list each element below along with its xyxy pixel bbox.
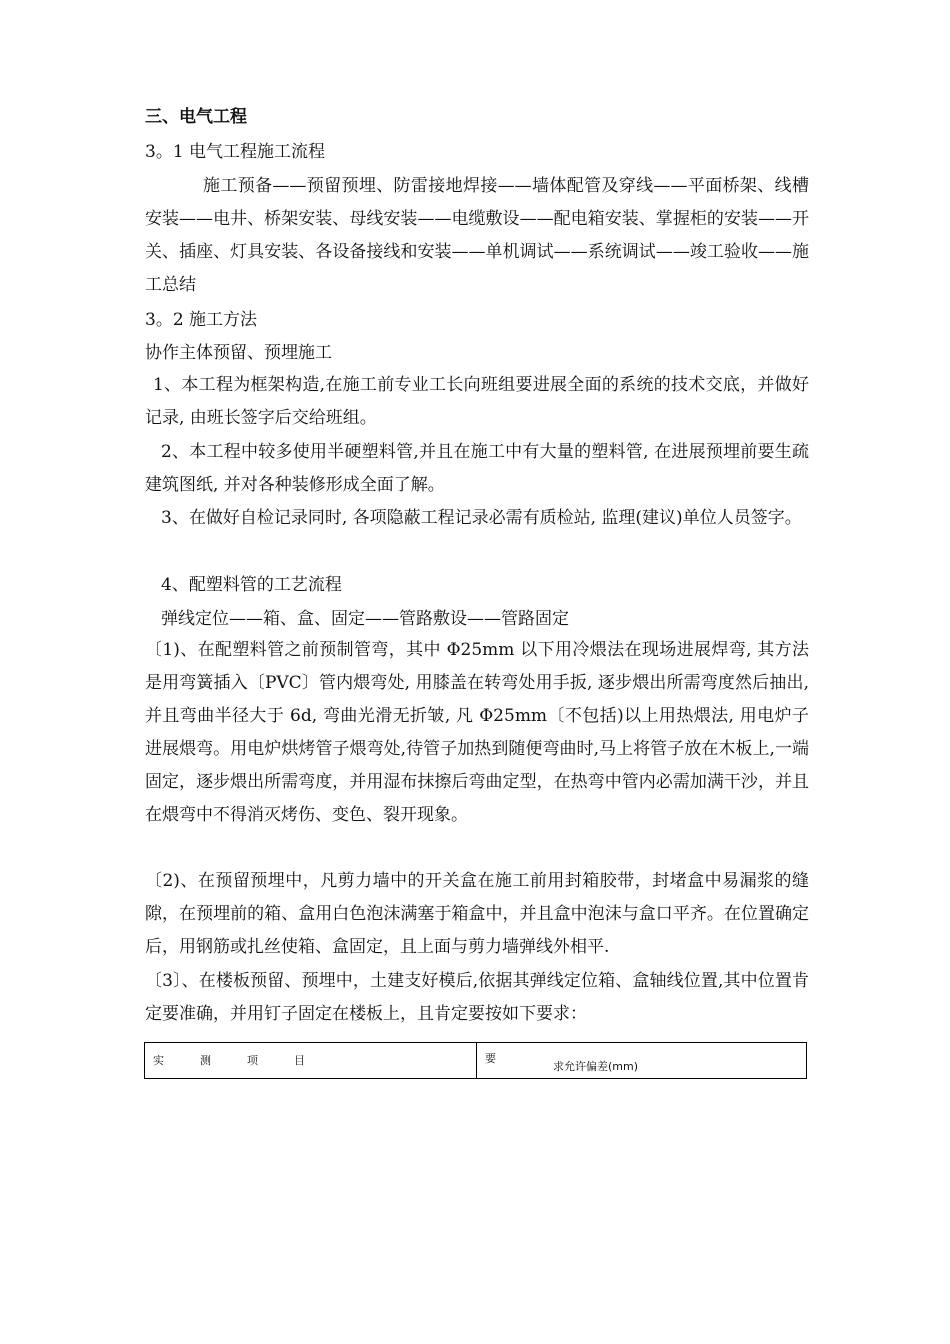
- sub-item-2: 〔2)、在预留预埋中，凡剪力墙中的开关盒在施工前用封箱胶带，封堵盒中易漏浆的缝隙，在预埋前的箱、盒用白色泡沫满塞于箱盒中，并且盒中泡沫与盒口平齐。在位置确定后，用钢筋或扎丝使箱、盒固定，且上面与剪力墙弹线外相平.: [145, 871, 809, 957]
- item-1: 1、本工程为框架构造,在施工前专业工长向班组要进展全面的系统的技术交底，并做好记录, 由班长签字后交给班组。: [145, 375, 809, 428]
- tolerance-table: [144, 1042, 807, 1079]
- item-3: 3、在做好自检记录同时, 各项隐蔽工程记录必需有质检站, 监理(建议)单位人员签字。: [161, 508, 802, 528]
- section-title: 三、电气工程: [145, 107, 247, 127]
- table-header-tolerance-b: 求允许偏差(mm): [553, 1060, 639, 1073]
- table-header-tolerance-a: 要: [485, 1052, 496, 1065]
- subsection-title-method: 3。2 施工方法: [145, 310, 258, 330]
- table-header-item-label: 实测项目: [153, 1054, 341, 1067]
- pipe-flow: 弹线定位——箱、盒、固定——管路敷设——管路固定: [161, 609, 569, 629]
- flow-paragraph: 施工预备——预留预埋、防雷接地焊接——墙体配管及穿线——平面桥架、线槽安装——电井、桥架安装、母线安装——电缆敷设——配电箱安装、掌握柜的安装——开关、插座、灯具安装、各设备接线和安装——单机调试——系统调试——竣工验收——施工总结: [145, 176, 809, 295]
- item-2: 2、本工程中较多使用半硬塑料管,并且在施工中有大量的塑料管, 在进展预埋前要生疏建筑图纸, 并对各种装修形成全面了解。: [145, 442, 809, 495]
- item-4: 4、配塑料管的工艺流程: [161, 575, 342, 595]
- sub-item-3: 〔3〕、在楼板预留、预埋中，土建支好模后,依据其弹线定位箱、盒轴线位置,其中位置肯定要准确，并用钉子固定在楼板上，且肯定要按如下要求：: [145, 971, 809, 1024]
- table-header-tolerance: [477, 1043, 806, 1078]
- coop-line: 协作主体预留、预埋施工: [145, 343, 332, 363]
- sub-item-1: 〔1)、在配塑料管之前预制管弯，其中 Φ25mm 以下用冷煨法在现场进展焊弯, 其方法是用弯簧插入〔PVC〕管内煨弯处, 用膝盖在转弯处用手扳, 逐步煨出所需弯度然后抽出, 并且弯曲半径大于 6d, 弯曲光滑无折皱, 凡 Φ25mm〔不包括)以上用热煨法, 用电炉子进展煨弯。用电炉烘烤管子煨弯处,待管子加热到随便弯曲时,马上将管子放在木板上,一端固定，逐步煨出所需弯度，并用湿布抹擦后弯曲定型，在热弯中管内必需加满干沙，并且在煨弯中不得消灭烤伤、变色、裂开现象。: [145, 640, 809, 825]
- subsection-title-flow: 3。1 电气工程施工流程: [145, 142, 326, 162]
- table-header-item: [145, 1043, 477, 1078]
